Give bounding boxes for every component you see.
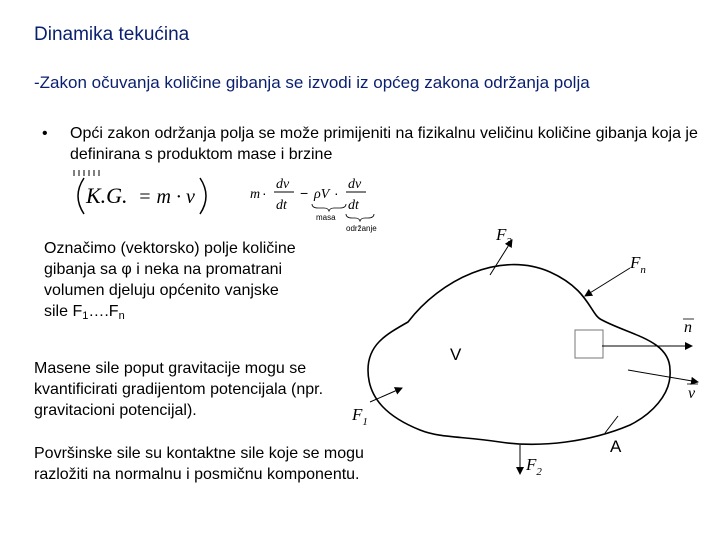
label-a-area: A	[610, 437, 622, 456]
control-volume-boundary	[368, 265, 670, 445]
surface-element	[575, 330, 603, 358]
formula-rhs: = m · v	[138, 186, 195, 208]
paragraph-body-forces: Masene sile poput gravitacije mogu se kvantificirati gradijentom potencijala (npr. gravitacioni potencijal).	[34, 360, 324, 419]
formula-rhov: ρV	[314, 187, 330, 202]
page-subtitle: -Zakon očuvanja količine gibanja se izvodi iz općeg zakona održanja polja	[34, 73, 590, 92]
label-masa: masa	[316, 213, 336, 222]
formula-dot2: ·	[334, 185, 339, 201]
paragraph-surface-forces: Površinske sile su kontaktne sile koje se mogu razložiti na normalnu i posmičnu komponentu.	[34, 445, 364, 483]
formula-left-paren	[78, 178, 84, 214]
arrow-v	[628, 370, 698, 382]
p1-mid: ….F	[88, 303, 119, 320]
p1-sub-1: 1	[82, 310, 89, 322]
momentum-formula	[58, 160, 388, 235]
formula-overmark	[74, 170, 99, 176]
label-f1: $F_1$	[352, 405, 368, 428]
formula-dv1: dv	[276, 177, 290, 192]
formula-lhs: K.G.	[86, 183, 128, 208]
formula-m: m	[250, 187, 261, 202]
p1-sub-n: n	[118, 310, 125, 322]
label-f3: $F_3$	[496, 225, 512, 248]
label-n: n	[684, 319, 692, 336]
paragraph-field-definition	[44, 238, 299, 327]
formula-dt2: dt	[348, 198, 359, 213]
formula-right-paren	[200, 178, 206, 214]
label-odrzanje: održanje	[346, 224, 377, 233]
page-title: Dinamika tekućina	[34, 24, 190, 45]
label-v-velocity: v	[688, 385, 696, 402]
arrow-fn	[585, 268, 630, 296]
formula-dot1: ·	[262, 185, 267, 201]
formula-dt1: dt	[276, 198, 287, 213]
control-volume-diagram	[340, 220, 720, 520]
label-f2: $F_2$	[526, 455, 542, 478]
underbrace-masa	[312, 204, 346, 211]
bullet-text: Opći zakon održanja polja se može primijeniti na fizikalnu veličinu količine gibanja koja je definirana s produktom mase i brzine	[70, 125, 698, 163]
formula-minus: −	[300, 185, 309, 201]
label-v-volume: V	[450, 345, 462, 364]
formula-dv2: dv	[348, 177, 362, 192]
bullet-mark: •	[42, 125, 48, 142]
p1-text: Označimo (vektorsko) polje količine gibanja sa φ i neka na promatrani volumen djeluju općenito vanjske sile F	[44, 240, 296, 320]
label-fn: $F_n$	[630, 253, 646, 276]
